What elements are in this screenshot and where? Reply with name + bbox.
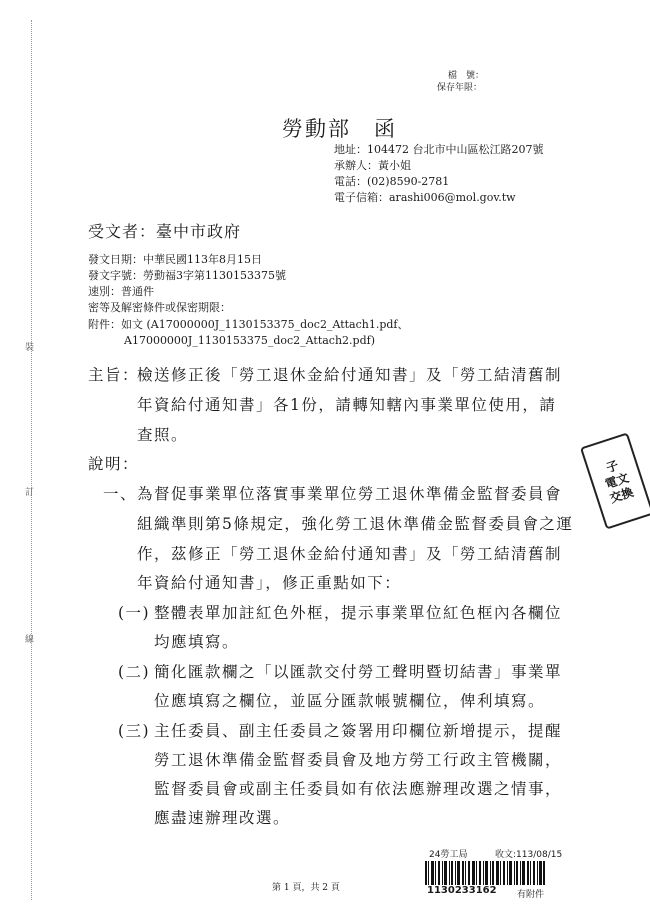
binding-mark-1: 裝 xyxy=(25,343,35,353)
sender-phone: 電話：(02)8590-2781 xyxy=(334,175,450,188)
issue-date: 發文日期：中華民國113年8月15日 xyxy=(88,253,262,266)
subject-line-3: 查照。 xyxy=(137,426,189,444)
explanation-label: 說明： xyxy=(88,455,140,473)
sender-contact: 承辦人：黃小姐 xyxy=(334,159,411,172)
receipt-office: 24勞工局 xyxy=(429,850,468,860)
subject-line-2: 年資給付通知書」各1份，請轉知轄內事業單位使用，請 xyxy=(137,396,557,414)
issue-number: 發文字號：勞動福3字第1130153375號 xyxy=(88,269,286,282)
subitem-3-line-1: 主任委員、副主任委員之簽署用印欄位新增提示，提醒 xyxy=(154,722,563,740)
subitem-1-number: (一) xyxy=(118,604,151,622)
attachment-flag: 有附件 xyxy=(517,890,545,900)
receipt-date: 收文:113/08/15 xyxy=(495,850,563,860)
subitem-2-line-1: 簡化匯款欄之「以匯款交付勞工聲明暨切結書」事業單 xyxy=(154,663,563,681)
stamp-line-2: 電文 xyxy=(603,470,631,491)
file-number-label: 檔 號： xyxy=(448,71,485,81)
item-1-line-2: 組織準則第5條規定，強化勞工退休準備金監督委員會之運 xyxy=(137,515,574,533)
item-1-line-1: 為督促事業單位落實事業單位勞工退休準備金監督委員會 xyxy=(137,485,563,503)
subject-line-1: 檢送修正後「勞工退休金給付通知書」及「勞工結清舊制 xyxy=(137,366,563,384)
subitem-2-line-2: 位應填寫之欄位，並區分匯款帳號欄位，俾利填寫。 xyxy=(154,692,546,710)
binding-mark-2: 訂 xyxy=(25,488,35,498)
speed: 速別：普通件 xyxy=(88,285,154,298)
binding-margin-line xyxy=(31,20,33,900)
subitem-2-number: (二) xyxy=(118,663,151,681)
subitem-1-line-1: 整體表單加註紅色外框，提示事業單位紅色框內各欄位 xyxy=(154,604,563,622)
barcode-number: 1130233162 xyxy=(427,885,497,896)
recipient: 受文者：臺中市政府 xyxy=(88,222,242,241)
item-1-line-3: 作，茲修正「勞工退休金給付通知書」及「勞工結清舊制 xyxy=(137,545,563,563)
document-title: 勞動部 函 xyxy=(282,117,397,141)
sender-email: 電子信箱：arashi006@mol.gov.tw xyxy=(334,191,516,204)
subitem-3-line-2: 勞工退休準備金監督委員會及地方勞工行政主管機關， xyxy=(154,751,563,769)
attachment-line-2: A17000000J_1130153375_doc2_Attach2.pdf) xyxy=(124,334,375,347)
electronic-exchange-stamp xyxy=(580,432,650,529)
subitem-1-line-2: 均應填寫。 xyxy=(154,633,240,651)
item-1-number: 一、 xyxy=(103,485,138,503)
stamp-line-1: 子 xyxy=(604,457,621,475)
attachment-line-1: 附件：如文 (A17000000J_1130153375_doc2_Attach1.pdf、 xyxy=(88,318,409,331)
sender-address: 地址：104472 台北市中山區松江路207號 xyxy=(334,143,544,156)
binding-mark-3: 線 xyxy=(25,635,35,645)
retention-label: 保存年限： xyxy=(437,83,483,93)
stamp-line-3: 交換 xyxy=(607,484,636,506)
subitem-3-line-4: 應盡速辦理改選。 xyxy=(154,809,291,827)
receipt-barcode-block xyxy=(425,845,575,899)
secrecy: 密等及解密條件或保密期限： xyxy=(88,301,231,314)
item-1-line-4: 年資給付通知書」，修正重點如下： xyxy=(137,574,402,592)
subitem-3-number: (三) xyxy=(118,722,151,740)
subitem-3-line-3: 監督委員會或副主任委員如有依法應辦理改選之情事， xyxy=(154,780,563,798)
barcode xyxy=(425,861,545,885)
subject-label: 主旨： xyxy=(88,366,140,384)
page-footer: 第 1 頁，共 2 頁 xyxy=(272,883,340,893)
